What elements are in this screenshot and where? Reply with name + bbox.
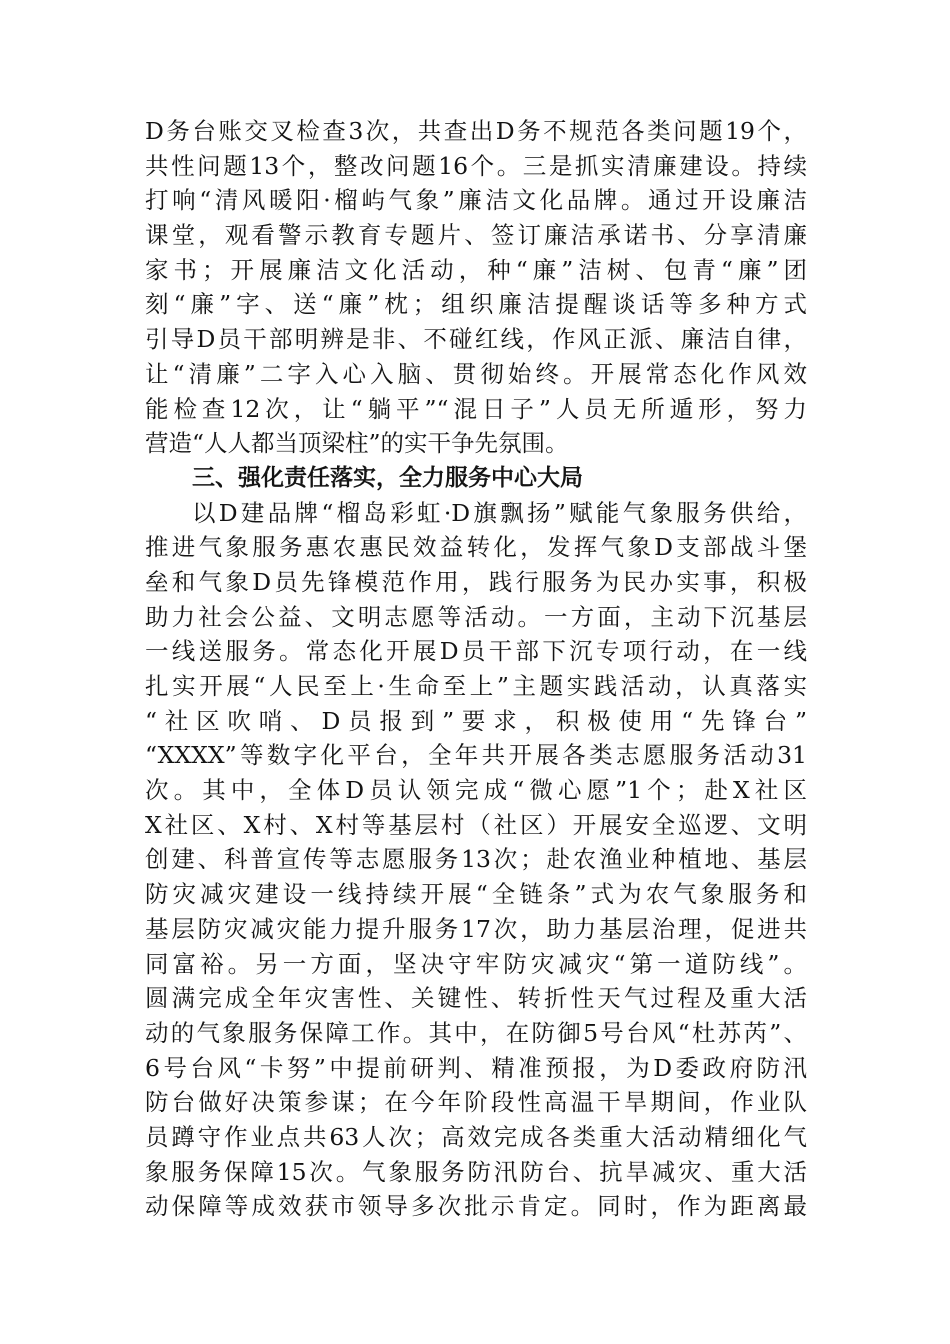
paragraph-line: 一线送服务。常态化开展D员干部下沉专项行动，在一线 bbox=[145, 637, 807, 666]
paragraph-line: 让“清廉”二字入心入脑、贯彻始终。开展常态化作风效 bbox=[145, 359, 807, 388]
paragraph-line: 同富裕。另一方面，坚决守牢防灾减灾“第一道防线”。 bbox=[145, 949, 807, 978]
paragraph-line: 助力社会公益、文明志愿等活动。一方面，主动下沉基层 bbox=[145, 602, 807, 631]
paragraph-line: 次。其中，全体D员认领完成“微心愿”1个；赴X社区 bbox=[145, 776, 807, 805]
paragraph-line: 课堂，观看警示教育专题片、签订廉洁承诺书、分享清廉 bbox=[145, 221, 807, 250]
paragraph-line: 营造“人人都当顶梁柱”的实干争先氛围。 bbox=[145, 429, 569, 458]
paragraph-line: D务台账交叉检查3次，共查出D务不规范各类问题19个， bbox=[145, 117, 807, 145]
paragraph-line: 象服务保障15次。气象服务防汛防台、抗旱减灾、重大活 bbox=[145, 1157, 807, 1186]
paragraph-line: 家书；开展廉洁文化活动，种“廉”洁树、包青“廉”团 bbox=[145, 255, 807, 284]
paragraph-line: 扎实开展“人民至上·生命至上”主题实践活动，认真落实 bbox=[145, 672, 807, 700]
paragraph-line: 能检查12次，让“躺平”“混日子”人员无所遁形，努力 bbox=[145, 394, 807, 423]
paragraph-line: 防灾减灾建设一线持续开展“全链条”式为农气象服务和 bbox=[145, 880, 807, 909]
paragraph-line: “XXXX”等数字化平台，全年共开展各类志愿服务活动31 bbox=[145, 741, 807, 770]
paragraph-line: X社区、X村、X村等基层村（社区）开展安全巡逻、文明 bbox=[145, 810, 807, 839]
paragraph-line: 圆满完成全年灾害性、关键性、转折性天气过程及重大活 bbox=[145, 984, 807, 1013]
section-heading: 三、强化责任落实，全力服务中心大局 bbox=[192, 464, 583, 491]
paragraph-line: 动的气象服务保障工作。其中，在防御5号台风“杜苏芮”、 bbox=[145, 1018, 807, 1047]
paragraph-line: 基层防灾减灾能力提升服务17次，助力基层治理，促进共 bbox=[145, 914, 807, 943]
paragraph-line: 刻“廉”字、送“廉”枕；组织廉洁提醒谈话等多种方式 bbox=[145, 290, 807, 319]
document-page bbox=[145, 114, 807, 1224]
paragraph-line: 6号台风“卡努”中提前研判、精准预报，为D委政府防汛 bbox=[145, 1053, 807, 1082]
paragraph-line: “社区吹哨、D员报到”要求，积极使用“先锋台” bbox=[145, 706, 807, 735]
paragraph-line: 以D建品牌“榴岛彩虹·D旗飘扬”赋能气象服务供给， bbox=[192, 498, 807, 527]
paragraph-line: 员蹲守作业点共63人次；高效完成各类重大活动精细化气 bbox=[145, 1122, 807, 1151]
paragraph-line: 打响“清风暖阳·榴屿气象”廉洁文化品牌。通过开设廉洁 bbox=[145, 186, 807, 215]
paragraph-line: 引导D员干部明辨是非、不碰红线，作风正派、廉洁自律， bbox=[145, 325, 807, 354]
paragraph-line: 推进气象服务惠农惠民效益转化，发挥气象D支部战斗堡 bbox=[145, 533, 807, 562]
paragraph-line: 垒和气象D员先锋模范作用，践行服务为民办实事，积极 bbox=[145, 567, 807, 596]
paragraph-line: 动保障等成效获市领导多次批示肯定。同时，作为距离最 bbox=[145, 1192, 807, 1221]
paragraph-line: 创建、科普宣传等志愿服务13次；赴农渔业种植地、基层 bbox=[145, 845, 807, 874]
paragraph-line: 共性问题13个，整改问题16个。三是抓实清廉建设。持续 bbox=[145, 151, 807, 180]
paragraph-line: 防台做好决策参谋；在今年阶段性高温干旱期间，作业队 bbox=[145, 1088, 807, 1117]
